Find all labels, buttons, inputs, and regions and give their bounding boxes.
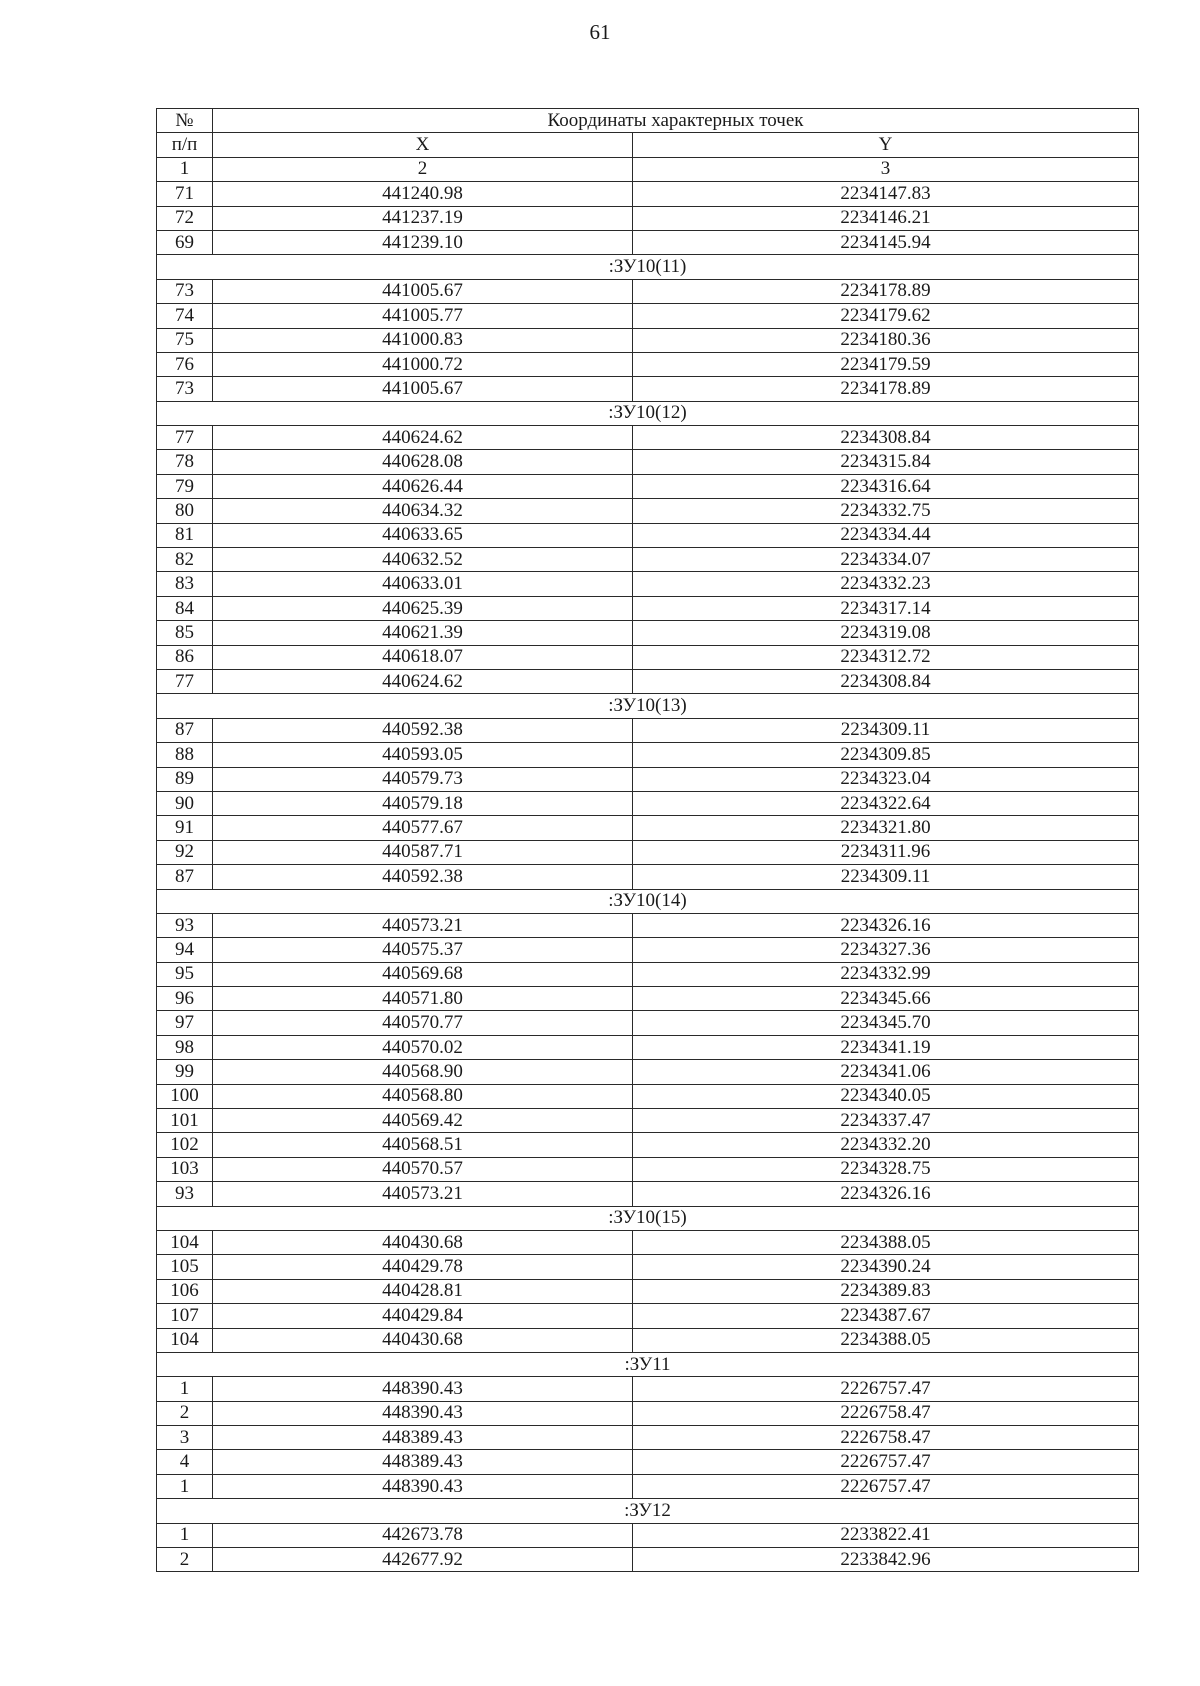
section-row: [157, 401, 1139, 425]
point-number-cell: 98: [157, 1035, 213, 1059]
point-number-cell: 78: [157, 450, 213, 474]
table-row: [157, 1401, 1139, 1425]
header-row-index: [157, 157, 1139, 181]
table-row: [157, 230, 1139, 254]
table-row: [157, 767, 1139, 791]
table-row: [157, 182, 1139, 206]
coordinates-table: [156, 108, 1139, 1572]
y-coordinate-cell: 2234309.11: [633, 865, 1139, 889]
point-number-cell: 106: [157, 1279, 213, 1303]
y-coordinate-cell: 2234326.16: [633, 1182, 1139, 1206]
point-number-cell: 86: [157, 645, 213, 669]
point-number-cell: 96: [157, 987, 213, 1011]
table-row: [157, 1133, 1139, 1157]
point-number-cell: 92: [157, 840, 213, 864]
y-coordinate-cell: 2234145.94: [633, 230, 1139, 254]
x-coordinate-cell: 441005.77: [213, 304, 633, 328]
y-coordinate-cell: 2234332.75: [633, 499, 1139, 523]
table-row: [157, 913, 1139, 937]
column-index-3: 3: [633, 157, 1139, 181]
point-number-cell: 75: [157, 328, 213, 352]
x-coordinate-cell: 441005.67: [213, 279, 633, 303]
table-row: [157, 987, 1139, 1011]
x-coordinate-cell: 442673.78: [213, 1523, 633, 1547]
x-coordinate-cell: 440429.84: [213, 1304, 633, 1328]
section-label: :ЗУ11: [157, 1352, 1139, 1376]
x-coordinate-cell: 448390.43: [213, 1401, 633, 1425]
table-row: [157, 328, 1139, 352]
y-coordinate-cell: 2234388.05: [633, 1230, 1139, 1254]
point-number-cell: 105: [157, 1255, 213, 1279]
section-label: :ЗУ10(12): [157, 401, 1139, 425]
table-row: [157, 621, 1139, 645]
x-coordinate-cell: 441240.98: [213, 182, 633, 206]
section-label: :ЗУ10(13): [157, 694, 1139, 718]
table-row: [157, 816, 1139, 840]
section-row: [157, 1499, 1139, 1523]
y-coordinate-cell: 2234345.66: [633, 987, 1139, 1011]
y-coordinate-cell: 2226757.47: [633, 1474, 1139, 1498]
y-coordinate-cell: 2234179.59: [633, 352, 1139, 376]
y-coordinate-cell: 2234337.47: [633, 1109, 1139, 1133]
y-coordinate-cell: 2233822.41: [633, 1523, 1139, 1547]
x-coordinate-cell: 448389.43: [213, 1426, 633, 1450]
table-row: [157, 1060, 1139, 1084]
x-coordinate-cell: 440430.68: [213, 1230, 633, 1254]
point-number-cell: 101: [157, 1109, 213, 1133]
point-number-cell: 81: [157, 523, 213, 547]
table-row: [157, 865, 1139, 889]
table-row: [157, 352, 1139, 376]
y-coordinate-cell: 2234309.85: [633, 743, 1139, 767]
table-row: [157, 840, 1139, 864]
y-coordinate-cell: 2234326.16: [633, 913, 1139, 937]
point-number-cell: 97: [157, 1011, 213, 1035]
table-row: [157, 499, 1139, 523]
table-row: [157, 304, 1139, 328]
table-row: [157, 426, 1139, 450]
table-row: [157, 962, 1139, 986]
y-coordinate-cell: 2234321.80: [633, 816, 1139, 840]
point-number-cell: 71: [157, 182, 213, 206]
x-coordinate-cell: 448389.43: [213, 1450, 633, 1474]
table-row: [157, 206, 1139, 230]
y-coordinate-cell: 2234327.36: [633, 938, 1139, 962]
point-number-cell: 73: [157, 279, 213, 303]
table-row: [157, 1084, 1139, 1108]
table-row: [157, 1474, 1139, 1498]
x-column-header: X: [213, 133, 633, 157]
point-number-cell: 4: [157, 1450, 213, 1474]
x-coordinate-cell: 440569.68: [213, 962, 633, 986]
section-row: [157, 255, 1139, 279]
point-number-cell: 73: [157, 377, 213, 401]
x-coordinate-cell: 440592.38: [213, 865, 633, 889]
number-abbr-header: п/п: [157, 133, 213, 157]
x-coordinate-cell: 440579.18: [213, 791, 633, 815]
x-coordinate-cell: 440579.73: [213, 767, 633, 791]
number-sign-header: №: [157, 109, 213, 133]
table-row: [157, 938, 1139, 962]
y-coordinate-cell: 2234180.36: [633, 328, 1139, 352]
y-coordinate-cell: 2226757.47: [633, 1377, 1139, 1401]
x-coordinate-cell: 440632.52: [213, 548, 633, 572]
y-coordinate-cell: 2234312.72: [633, 645, 1139, 669]
point-number-cell: 87: [157, 718, 213, 742]
x-coordinate-cell: 440430.68: [213, 1328, 633, 1352]
x-coordinate-cell: 440570.57: [213, 1157, 633, 1181]
x-coordinate-cell: 440625.39: [213, 596, 633, 620]
table-row: [157, 1523, 1139, 1547]
point-number-cell: 76: [157, 352, 213, 376]
coords-title-header: Координаты характерных точек: [213, 109, 1139, 133]
x-coordinate-cell: 441000.83: [213, 328, 633, 352]
table-row: [157, 1109, 1139, 1133]
table-row: [157, 450, 1139, 474]
point-number-cell: 104: [157, 1230, 213, 1254]
table-row: [157, 1035, 1139, 1059]
x-coordinate-cell: 440569.42: [213, 1109, 633, 1133]
point-number-cell: 83: [157, 572, 213, 596]
y-coordinate-cell: 2234317.14: [633, 596, 1139, 620]
x-coordinate-cell: 440571.80: [213, 987, 633, 1011]
x-coordinate-cell: 441005.67: [213, 377, 633, 401]
table-row: [157, 1255, 1139, 1279]
y-column-header: Y: [633, 133, 1139, 157]
point-number-cell: 1: [157, 1474, 213, 1498]
table-row: [157, 743, 1139, 767]
x-coordinate-cell: 441239.10: [213, 230, 633, 254]
table-row: [157, 669, 1139, 693]
section-row: [157, 694, 1139, 718]
y-coordinate-cell: 2234334.44: [633, 523, 1139, 547]
y-coordinate-cell: 2234332.20: [633, 1133, 1139, 1157]
point-number-cell: 77: [157, 426, 213, 450]
y-coordinate-cell: 2226758.47: [633, 1401, 1139, 1425]
point-number-cell: 95: [157, 962, 213, 986]
x-coordinate-cell: 442677.92: [213, 1548, 633, 1572]
x-coordinate-cell: 440570.02: [213, 1035, 633, 1059]
section-label: :ЗУ10(11): [157, 255, 1139, 279]
table-row: [157, 1304, 1139, 1328]
point-number-cell: 93: [157, 1182, 213, 1206]
point-number-cell: 88: [157, 743, 213, 767]
point-number-cell: 100: [157, 1084, 213, 1108]
x-coordinate-cell: 440618.07: [213, 645, 633, 669]
y-coordinate-cell: 2234309.11: [633, 718, 1139, 742]
y-coordinate-cell: 2234316.64: [633, 474, 1139, 498]
point-number-cell: 74: [157, 304, 213, 328]
header-row-top: [157, 109, 1139, 133]
y-coordinate-cell: 2234319.08: [633, 621, 1139, 645]
table-row: [157, 548, 1139, 572]
x-coordinate-cell: 448390.43: [213, 1474, 633, 1498]
point-number-cell: 85: [157, 621, 213, 645]
table-row: [157, 1328, 1139, 1352]
table-row: [157, 1548, 1139, 1572]
point-number-cell: 103: [157, 1157, 213, 1181]
y-coordinate-cell: 2234332.99: [633, 962, 1139, 986]
y-coordinate-cell: 2234345.70: [633, 1011, 1139, 1035]
x-coordinate-cell: 448390.43: [213, 1377, 633, 1401]
column-index-1: 1: [157, 157, 213, 181]
table-row: [157, 645, 1139, 669]
x-coordinate-cell: 440570.77: [213, 1011, 633, 1035]
x-coordinate-cell: 440573.21: [213, 1182, 633, 1206]
y-coordinate-cell: 2234390.24: [633, 1255, 1139, 1279]
y-coordinate-cell: 2234178.89: [633, 377, 1139, 401]
y-coordinate-cell: 2234328.75: [633, 1157, 1139, 1181]
header-row-axes: [157, 133, 1139, 157]
point-number-cell: 90: [157, 791, 213, 815]
point-number-cell: 99: [157, 1060, 213, 1084]
x-coordinate-cell: 440628.08: [213, 450, 633, 474]
x-coordinate-cell: 440428.81: [213, 1279, 633, 1303]
x-coordinate-cell: 440575.37: [213, 938, 633, 962]
y-coordinate-cell: 2234179.62: [633, 304, 1139, 328]
point-number-cell: 80: [157, 499, 213, 523]
x-coordinate-cell: 440573.21: [213, 913, 633, 937]
section-label: :ЗУ12: [157, 1499, 1139, 1523]
x-coordinate-cell: 440624.62: [213, 669, 633, 693]
point-number-cell: 91: [157, 816, 213, 840]
point-number-cell: 102: [157, 1133, 213, 1157]
table-row: [157, 572, 1139, 596]
x-coordinate-cell: 440634.32: [213, 499, 633, 523]
x-coordinate-cell: 440429.78: [213, 1255, 633, 1279]
point-number-cell: 2: [157, 1401, 213, 1425]
table-row: [157, 279, 1139, 303]
point-number-cell: 87: [157, 865, 213, 889]
table-row: [157, 1157, 1139, 1181]
y-coordinate-cell: 2234311.96: [633, 840, 1139, 864]
x-coordinate-cell: 440624.62: [213, 426, 633, 450]
x-coordinate-cell: 440587.71: [213, 840, 633, 864]
x-coordinate-cell: 440626.44: [213, 474, 633, 498]
y-coordinate-cell: 2234147.83: [633, 182, 1139, 206]
y-coordinate-cell: 2234332.23: [633, 572, 1139, 596]
point-number-cell: 89: [157, 767, 213, 791]
y-coordinate-cell: 2234178.89: [633, 279, 1139, 303]
y-coordinate-cell: 2234334.07: [633, 548, 1139, 572]
table-row: [157, 596, 1139, 620]
y-coordinate-cell: 2234308.84: [633, 426, 1139, 450]
x-coordinate-cell: 440592.38: [213, 718, 633, 742]
table-row: [157, 1377, 1139, 1401]
y-coordinate-cell: 2234388.05: [633, 1328, 1139, 1352]
x-coordinate-cell: 440633.01: [213, 572, 633, 596]
table-row: [157, 1426, 1139, 1450]
point-number-cell: 72: [157, 206, 213, 230]
point-number-cell: 93: [157, 913, 213, 937]
x-coordinate-cell: 440633.65: [213, 523, 633, 547]
point-number-cell: 79: [157, 474, 213, 498]
x-coordinate-cell: 440593.05: [213, 743, 633, 767]
table-row: [157, 718, 1139, 742]
point-number-cell: 104: [157, 1328, 213, 1352]
point-number-cell: 69: [157, 230, 213, 254]
point-number-cell: 3: [157, 1426, 213, 1450]
section-label: :ЗУ10(15): [157, 1206, 1139, 1230]
y-coordinate-cell: 2234308.84: [633, 669, 1139, 693]
x-coordinate-cell: 441237.19: [213, 206, 633, 230]
point-number-cell: 2: [157, 1548, 213, 1572]
x-coordinate-cell: 440568.51: [213, 1133, 633, 1157]
y-coordinate-cell: 2234389.83: [633, 1279, 1139, 1303]
point-number-cell: 1: [157, 1523, 213, 1547]
y-coordinate-cell: 2234146.21: [633, 206, 1139, 230]
column-index-2: 2: [213, 157, 633, 181]
point-number-cell: 82: [157, 548, 213, 572]
point-number-cell: 1: [157, 1377, 213, 1401]
y-coordinate-cell: 2234387.67: [633, 1304, 1139, 1328]
y-coordinate-cell: 2234341.19: [633, 1035, 1139, 1059]
point-number-cell: 94: [157, 938, 213, 962]
y-coordinate-cell: 2233842.96: [633, 1548, 1139, 1572]
point-number-cell: 84: [157, 596, 213, 620]
table-row: [157, 1182, 1139, 1206]
table-row: [157, 1230, 1139, 1254]
table-row: [157, 1279, 1139, 1303]
x-coordinate-cell: 440568.90: [213, 1060, 633, 1084]
table-row: [157, 1450, 1139, 1474]
table-row: [157, 474, 1139, 498]
x-coordinate-cell: 440568.80: [213, 1084, 633, 1108]
table-row: [157, 791, 1139, 815]
table-row: [157, 1011, 1139, 1035]
y-coordinate-cell: 2226757.47: [633, 1450, 1139, 1474]
page-number: 61: [589, 20, 611, 44]
x-coordinate-cell: 440577.67: [213, 816, 633, 840]
section-row: [157, 1352, 1139, 1376]
table-row: [157, 377, 1139, 401]
x-coordinate-cell: 441000.72: [213, 352, 633, 376]
section-label: :ЗУ10(14): [157, 889, 1139, 913]
point-number-cell: 77: [157, 669, 213, 693]
y-coordinate-cell: 2234323.04: [633, 767, 1139, 791]
section-row: [157, 1206, 1139, 1230]
point-number-cell: 107: [157, 1304, 213, 1328]
section-row: [157, 889, 1139, 913]
table-row: [157, 523, 1139, 547]
y-coordinate-cell: 2226758.47: [633, 1426, 1139, 1450]
y-coordinate-cell: 2234322.64: [633, 791, 1139, 815]
y-coordinate-cell: 2234315.84: [633, 450, 1139, 474]
y-coordinate-cell: 2234340.05: [633, 1084, 1139, 1108]
x-coordinate-cell: 440621.39: [213, 621, 633, 645]
coordinates-table-body: [157, 109, 1139, 1572]
y-coordinate-cell: 2234341.06: [633, 1060, 1139, 1084]
